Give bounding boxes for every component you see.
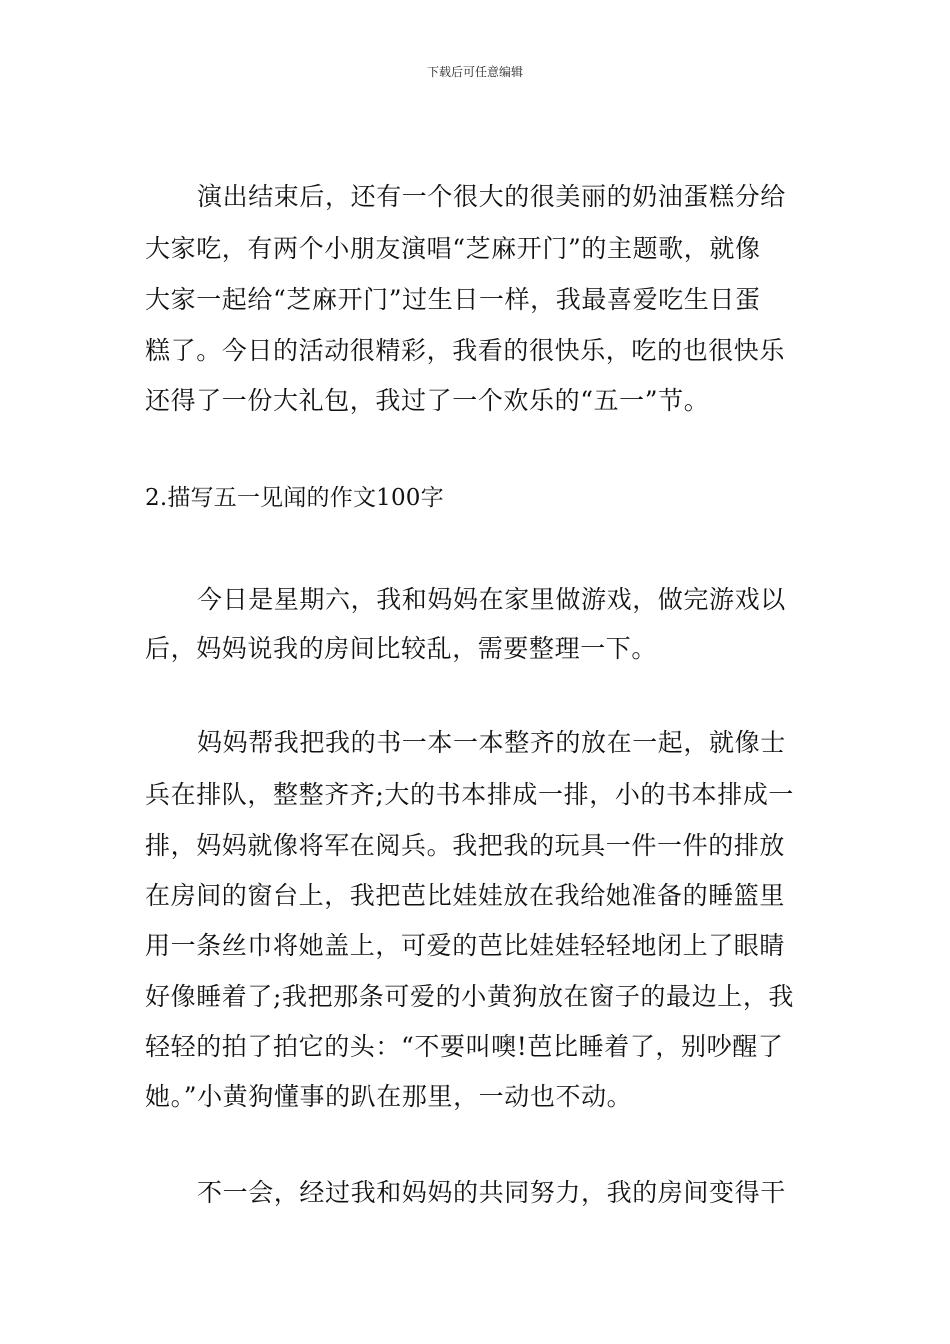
text-line: 还得了一份大礼包，我过了一个欢乐的“五一”节。 bbox=[145, 386, 710, 415]
text-line: 后，妈妈说我的房间比较乱，需要整理一下。 bbox=[145, 634, 658, 663]
text-line: 在房间的窗台上，我把芭比娃娃放在我给她准备的睡篮里 bbox=[145, 881, 786, 910]
text-line: 演出结束后，还有一个很大的很美丽的奶油蛋糕分给 bbox=[197, 182, 786, 211]
text-line: 用一条丝巾将她盖上，可爱的芭比娃娃轻轻地闭上了眼睛 bbox=[145, 931, 786, 960]
text-line: 不一会，经过我和妈妈的共同努力，我的房间变得干 bbox=[197, 1178, 786, 1207]
text-line: 轻轻的拍了拍它的头：“不要叫噢!芭比睡着了，别吵醒了 bbox=[145, 1032, 784, 1061]
page-header: 下载后可任意编辑 bbox=[426, 65, 523, 79]
text-line: 今日是星期六，我和妈妈在家里做游戏，做完游戏以 bbox=[197, 585, 786, 614]
text-line: 排，妈妈就像将军在阅兵。我把我的玩具一件一件的排放 bbox=[145, 831, 786, 860]
text-line: 妈妈帮我把我的书一本一本整齐的放在一起，就像士 bbox=[197, 728, 786, 757]
text-line: 大家吃，有两个小朋友演唱“芝麻开门”的主题歌，就像 bbox=[145, 234, 761, 263]
text-line: 糕了。今日的活动很精彩，我看的很快乐，吃的也很快乐 bbox=[145, 336, 786, 365]
text-line: 好像睡着了;我把那条可爱的小黄狗放在窗子的最边上，我 bbox=[145, 982, 795, 1011]
text-line: 她。”小黄狗懂事的趴在那里，一动也不动。 bbox=[145, 1082, 633, 1111]
section-heading: 2.描写五一见闻的作文100字 bbox=[145, 485, 444, 511]
text-line: 大家一起给“芝麻开门”过生日一样，我最喜爱吃生日蛋 bbox=[145, 285, 761, 314]
text-line: 兵在排队，整整齐齐;大的书本排成一排，小的书本排成一 bbox=[145, 780, 795, 809]
